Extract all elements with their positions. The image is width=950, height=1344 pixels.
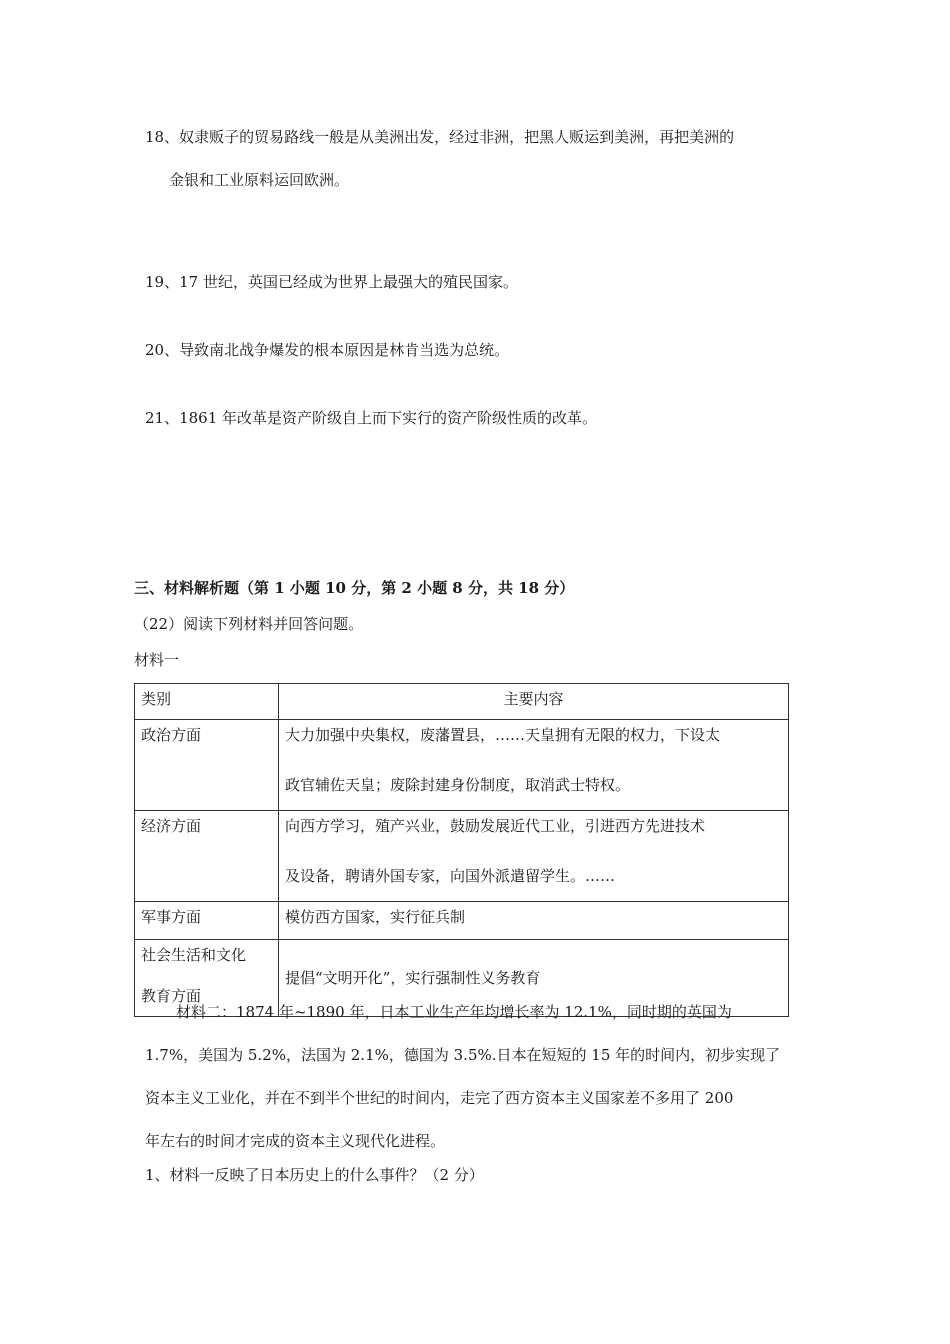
statement-18-line1: 18、奴隶贩子的贸易路线一般是从美洲出发，经过非洲，把黑人贩运到美洲，再把美洲的 [145,128,735,146]
material-2-line4: 年左右的时间才完成的资本主义现代化进程。 [145,1132,446,1150]
material-1-label: 材料一 [134,651,180,669]
table-row [135,902,789,940]
row-content-line: 大力加强中央集权，废藩置县，……天皇拥有无限的权力，下设太 [285,726,721,744]
statement-21: 21、1861 年改革是资产阶级自上而下实行的资产阶级性质的改革。 [145,409,598,427]
row-content-line: 及设备，聘请外国专家，向国外派遣留学生。…… [285,867,616,885]
material-2-line2: 1.7%，美国为 5.2%，法国为 2.1%，德国为 3.5%.日本在短短的 15 年的时间内，初步实现了 [145,1046,781,1064]
row-content [279,720,789,811]
table-header-row [135,684,789,720]
row-category: 经济方面 [135,811,279,902]
header-category: 类别 [135,684,279,720]
question-22-intro: （22）阅读下列材料并回答问题。 [134,615,364,633]
row-content-line: 政官辅佐天皇；废除封建身份制度，取消武士特权。 [285,776,631,794]
row-category-line: 社会生活和文化 [141,946,247,964]
material-2-line3: 资本主义工业化，并在不到半个世纪的时间内，走完了西方资本主义国家差不多用了 200 [145,1089,734,1107]
table-row [135,811,789,902]
material-2-line1: 材料二：1874 年~1890 年，日本工业生产年均增长率为 12.1%，同时期的英国为 [176,1003,732,1021]
question-1: 1、材料一反映了日本历史上的什么事件？（2 分） [145,1166,484,1184]
statement-18-line2: 金银和工业原料运回欧洲。 [169,171,350,189]
header-content: 主要内容 [279,684,789,720]
statement-19: 19、17 世纪，英国已经成为世界上最强大的殖民国家。 [145,273,518,291]
section-heading: 三、材料解析题（第 1 小题 10 分，第 2 小题 8 分，共 18 分） [134,579,575,597]
row-content-line: 向西方学习，殖产兴业，鼓励发展近代工业，引进西方先进技术 [285,817,706,835]
statement-20: 20、导致南北战争爆发的根本原因是林肯当选为总统。 [145,341,510,359]
row-content [279,811,789,902]
material-1-table [134,683,789,1017]
table-row [135,720,789,811]
row-category: 政治方面 [135,720,279,811]
row-category-line: 教育方面 [141,987,202,1005]
row-content: 模仿西方国家，实行征兵制 [279,902,789,940]
row-content: 提倡“文明开化”，实行强制性义务教育 [279,940,789,1017]
row-category: 军事方面 [135,902,279,940]
